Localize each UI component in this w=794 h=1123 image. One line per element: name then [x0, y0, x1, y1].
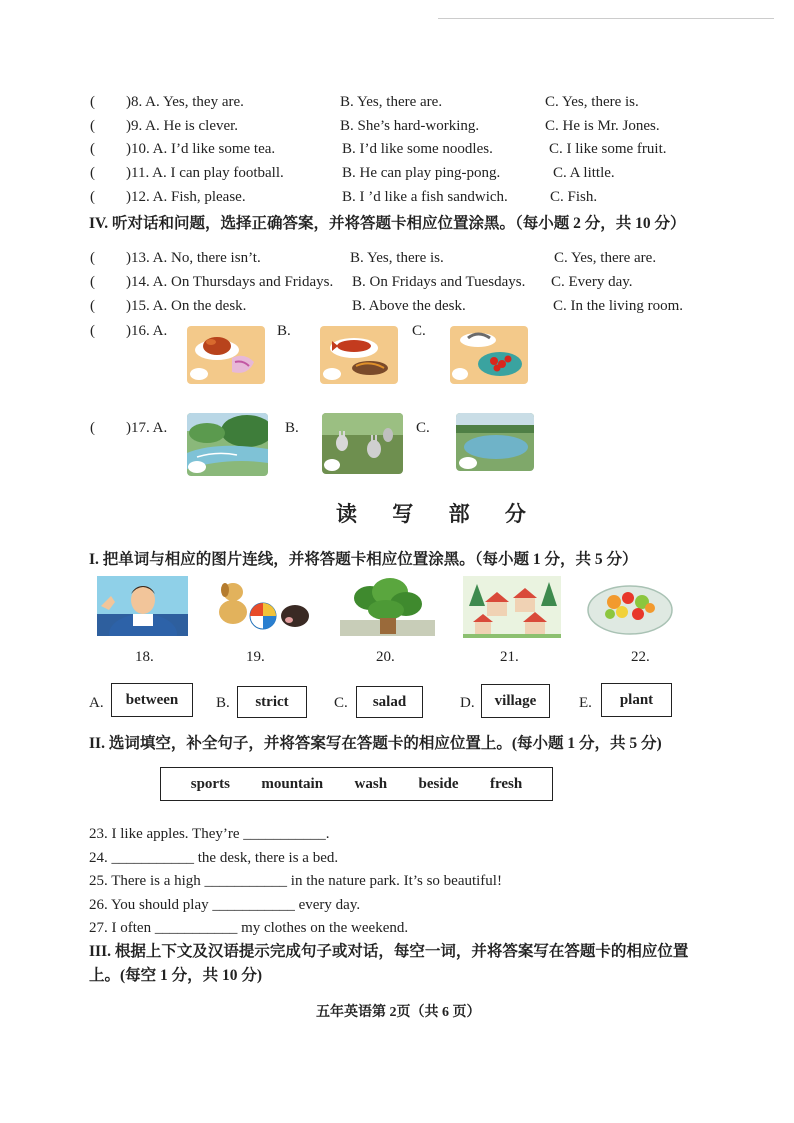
option-letter-e: E.: [579, 695, 592, 711]
option-c: C. I like some fruit.: [549, 141, 667, 157]
option-b: B. Above the desk.: [352, 298, 466, 314]
section-iii-heading-cont: 上。(每空 1 分，共 10 分): [89, 967, 263, 984]
answer-paren: (: [90, 274, 95, 290]
option-a-label: )16. A.: [126, 323, 168, 339]
picture-number-18: 18.: [135, 649, 154, 665]
option-b-label: B.: [277, 323, 291, 339]
option-b: B. Yes, there are.: [340, 94, 443, 110]
picture-number-22: 22.: [631, 649, 650, 665]
word: plant: [619, 691, 654, 708]
bank-word: mountain: [261, 775, 324, 792]
answer-paren: (: [90, 165, 95, 181]
option-c: C. He is Mr. Jones.: [545, 118, 660, 134]
answer-paren: (: [90, 189, 95, 205]
answer-paren: (: [90, 118, 95, 134]
bank-word: fresh: [490, 775, 523, 792]
dog-ball-image: [211, 576, 311, 636]
sentence-27: 27. I often ___________ my clothes on the weekend.: [89, 920, 409, 936]
option-c: C. In the living room.: [553, 298, 683, 314]
word-box-plant: [601, 683, 672, 717]
section-ii-heading: II. 选词填空，补全句子，并将答案写在答题卡的相应位置上。(每小题 1 分，共 5 分): [89, 735, 662, 752]
bank-word: wash: [354, 775, 388, 792]
rabbits-forest-image: [322, 413, 403, 474]
word-box-village: [481, 684, 550, 718]
option-c: C. A little.: [553, 165, 615, 181]
sentence-23: 23. I like apples. They’re ___________.: [89, 826, 330, 842]
option-a: )11. A. I can play football.: [126, 165, 284, 181]
word: village: [494, 692, 537, 709]
teacher-man-image: [97, 576, 188, 636]
top-rule: [438, 18, 774, 19]
option-c-label: C.: [416, 420, 430, 436]
answer-paren: (: [90, 298, 95, 314]
option-b-label: B.: [285, 420, 299, 436]
option-b: B. He can play ping-pong.: [342, 165, 501, 181]
river-forest-image: [187, 413, 268, 476]
answer-paren: (: [90, 250, 95, 266]
sentence-24: 24. ___________ the desk, there is a bed.: [89, 850, 339, 866]
reading-writing-title: 读 写 部 分: [336, 502, 540, 526]
word-box-strict: [237, 686, 307, 718]
potted-plant-image: [340, 576, 435, 636]
bank-word: sports: [190, 775, 230, 792]
option-a: )12. A. Fish, please.: [126, 189, 246, 205]
option-c: C. Fish.: [550, 189, 598, 205]
answer-paren: (: [90, 420, 95, 436]
word-box-salad: [356, 686, 423, 718]
option-a-label: )17. A.: [126, 420, 168, 436]
option-letter-a: A.: [89, 695, 104, 711]
word: strict: [255, 693, 289, 710]
option-letter-b: B.: [216, 695, 230, 711]
lake-image: [456, 413, 534, 471]
option-a: )14. A. On Thursdays and Fridays.: [126, 274, 334, 290]
sentence-25: 25. There is a high ___________ in the nature park. It’s so beautiful!: [89, 873, 502, 889]
fish-dish-image: [320, 326, 398, 384]
section-iv-heading: IV. 听对话和问题，选择正确答案，并将答题卡相应位置涂黑。（每小题 2 分，共 10 分）: [89, 215, 686, 232]
option-a: )9. A. He is clever.: [126, 118, 239, 134]
section-i-heading: I. 把单词与相应的图片连线，并将答题卡相应位置涂黑。（每小题 1 分，共 5 分）: [89, 551, 638, 568]
option-a: )15. A. On the desk.: [126, 298, 247, 314]
village-image: [463, 576, 561, 638]
option-b: B. She’s hard-working.: [340, 118, 480, 134]
option-c: C. Yes, there are.: [554, 250, 657, 266]
option-a: )8. A. Yes, they are.: [126, 94, 244, 110]
option-c: C. Yes, there is.: [545, 94, 639, 110]
fruit-plate-image: [450, 326, 528, 384]
answer-paren: (: [90, 141, 95, 157]
picture-number-20: 20.: [376, 649, 395, 665]
picture-number-21: 21.: [500, 649, 519, 665]
word-box-between: [111, 683, 193, 717]
answer-paren: (: [90, 94, 95, 110]
option-c-label: C.: [412, 323, 426, 339]
page-footer: 五年英语第 2页（共 6 页）: [316, 1005, 481, 1020]
option-letter-d: D.: [460, 695, 475, 711]
bank-word: beside: [418, 775, 459, 792]
sentence-26: 26. You should play ___________ every day.: [89, 897, 361, 913]
option-a: )10. A. I’d like some tea.: [126, 141, 276, 157]
word: between: [125, 691, 179, 708]
option-b: B. I’d like some noodles.: [342, 141, 493, 157]
option-b: B. On Fridays and Tuesdays.: [352, 274, 526, 290]
option-b: B. Yes, there is.: [350, 250, 444, 266]
section-iii-heading: III. 根据上下文及汉语提示完成句子或对话，每空一词，并将答案写在答题卡的相应位置: [89, 943, 689, 960]
option-letter-c: C.: [334, 695, 348, 711]
salad-bowl-image: [584, 576, 676, 640]
word-bank: [160, 767, 553, 801]
option-c: C. Every day.: [551, 274, 633, 290]
picture-number-19: 19.: [246, 649, 265, 665]
word: salad: [372, 693, 407, 710]
option-a: )13. A. No, there isn’t.: [126, 250, 261, 266]
roast-chicken-image: [187, 326, 265, 384]
answer-paren: (: [90, 323, 95, 339]
option-b: B. I ’d like a fish sandwich.: [342, 189, 508, 205]
